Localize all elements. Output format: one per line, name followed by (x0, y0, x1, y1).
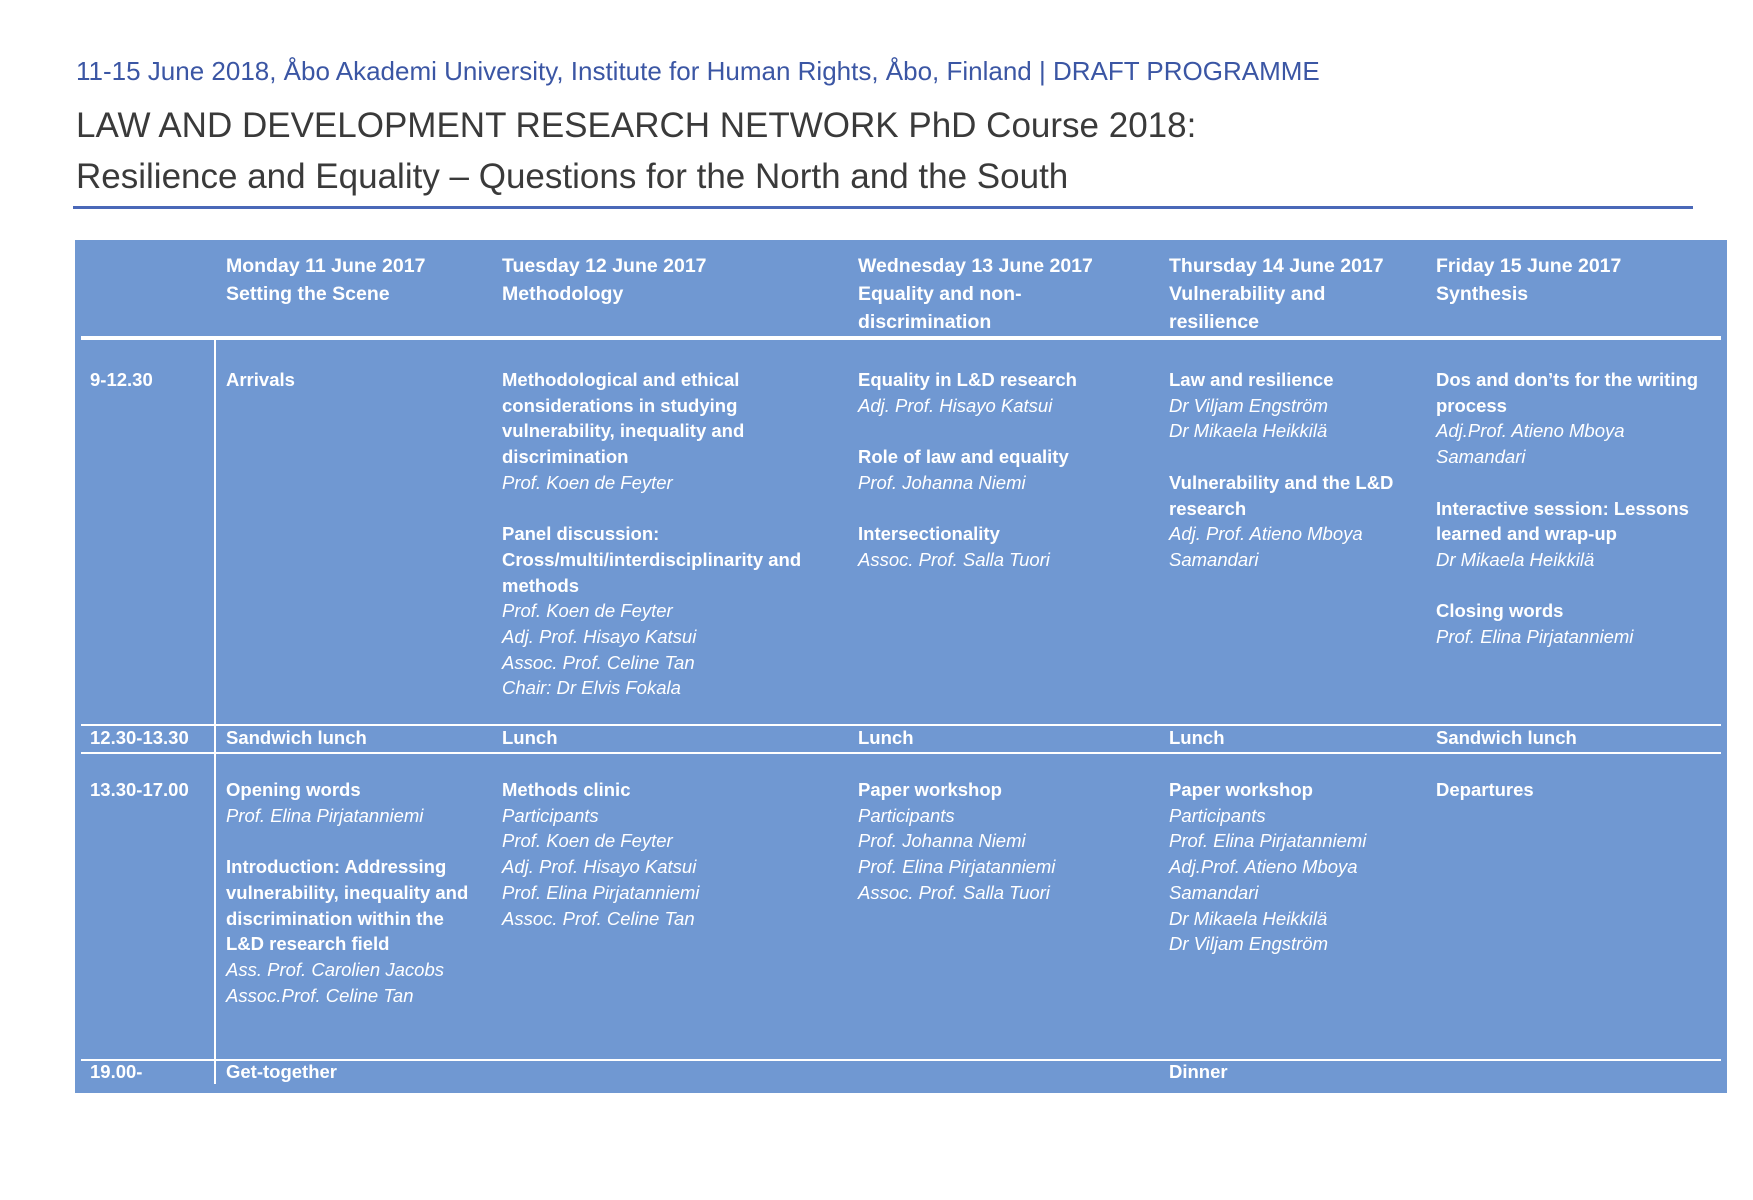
session-title: Sandwich lunch (1436, 727, 1577, 748)
session-speaker: Adj. Prof. Hisayo Katsui (502, 626, 697, 648)
session-speaker: Ass. Prof. Carolien Jacobs (226, 958, 444, 980)
session-speaker: Prof. Koen de Feyter (502, 471, 673, 493)
session-speaker: Adj. Prof. Hisayo Katsui (858, 394, 1053, 416)
time-slot-lunch: 12.30-13.30 (90, 727, 189, 748)
session-cell (858, 367, 1143, 573)
session-speaker: Adj.Prof. Atieno Mboya Samandari (1169, 856, 1358, 903)
session-speaker: Prof. Elina Pirjatanniemi (1169, 830, 1367, 852)
session-cell (1169, 367, 1409, 573)
session-cell (858, 777, 1143, 906)
day-theme: Synthesis (1436, 283, 1529, 305)
session-cell (502, 367, 832, 701)
day-header-monday (226, 252, 476, 308)
session-cell (502, 725, 832, 751)
session-cell (226, 777, 476, 1008)
session-speaker: Dr Mikaela Heikkilä (1169, 420, 1328, 442)
day-date: Monday 11 June 2017 (226, 255, 426, 277)
session-title: Dos and don’ts for the writing process (1436, 369, 1699, 416)
session-speaker: Participants (858, 804, 955, 826)
session-title: Opening words (226, 779, 361, 800)
session-speaker: Dr Viljam Engström (1169, 933, 1329, 955)
session-title: Intersectionality (858, 523, 1000, 545)
session-cell (1169, 777, 1409, 957)
session-cell (1169, 725, 1409, 751)
session-cell (858, 725, 1143, 751)
time-slot-morning: 9-12.30 (90, 369, 153, 390)
session-speaker: Participants (1169, 804, 1266, 826)
session-speaker: Prof. Elina Pirjatanniemi (226, 804, 424, 826)
session-title: Closing words (1436, 600, 1564, 622)
day-header-wednesday (858, 252, 1128, 336)
session-title: Paper workshop (858, 779, 1002, 800)
session-cell (1169, 1059, 1409, 1085)
session-cell (1436, 367, 1711, 650)
time-column-divider (214, 340, 216, 1084)
session-speaker: Prof. Johanna Niemi (858, 471, 1026, 493)
row-divider-2 (81, 752, 1721, 754)
session-title: Panel discussion: Cross/multi/interdisciplinarity and methods (502, 523, 802, 596)
session-title: Methodological and ethical considerations in studying vulnerability, inequality and discrimination (502, 369, 745, 468)
title-divider (73, 206, 1693, 209)
time-slot-afternoon: 13.30-17.00 (90, 779, 189, 800)
session-speaker: Prof. Elina Pirjatanniemi (858, 856, 1056, 878)
session-speaker: Prof. Elina Pirjatanniemi (502, 881, 700, 903)
session-speaker: Assoc. Prof. Salla Tuori (858, 548, 1050, 570)
session-speaker: Adj. Prof. Hisayo Katsui (502, 856, 697, 878)
day-header-tuesday (502, 252, 832, 308)
title-line-1: LAW AND DEVELOPMENT RESEARCH NETWORK PhD Course 2018: (76, 106, 1197, 145)
session-speaker: Dr Mikaela Heikkilä (1169, 907, 1328, 929)
day-header-friday (1436, 252, 1706, 308)
session-cell (226, 725, 476, 751)
header-divider (81, 336, 1721, 340)
session-title: Departures (1436, 779, 1534, 800)
time-slot-evening: 19.00- (90, 1061, 143, 1082)
session-speaker: Dr Viljam Engström (1169, 394, 1329, 416)
session-title: Get-together (226, 1061, 337, 1082)
title-line-2: Resilience and Equality – Questions for the North and the South (76, 157, 1069, 196)
session-title: Arrivals (226, 369, 295, 390)
session-speaker: Adj.Prof. Atieno Mboya Samandari (1436, 420, 1625, 468)
day-date: Friday 15 June 2017 (1436, 255, 1622, 277)
day-header-thursday (1169, 252, 1409, 336)
session-cell (1436, 725, 1711, 751)
session-cell (226, 367, 476, 393)
programme-title (76, 100, 1196, 202)
session-cell (502, 777, 832, 931)
day-date: Tuesday 12 June 2017 (502, 255, 707, 277)
programme-subtitle: 11-15 June 2018, Åbo Akademi University, Institute for Human Rights, Åbo, Finland | DRAFT PROGRAMME (76, 56, 1320, 86)
session-speaker: Assoc. Prof. Celine Tan (502, 907, 695, 929)
session-title: Introduction: Addressing vulnerability, inequality and discrimination within the L&D research field (226, 856, 469, 955)
session-title: Equality in L&D research (858, 369, 1077, 390)
session-title: Lunch (1169, 727, 1225, 748)
day-theme: Vulnerability and resilience (1169, 283, 1326, 333)
session-title: Law and resilience (1169, 369, 1334, 390)
session-title: Dinner (1169, 1061, 1228, 1082)
session-speaker: Prof. Koen de Feyter (502, 830, 673, 852)
session-title: Role of law and equality (858, 446, 1069, 468)
session-speaker: Prof. Koen de Feyter (502, 600, 673, 622)
day-date: Thursday 14 June 2017 (1169, 255, 1384, 277)
session-speaker: Assoc. Prof. Salla Tuori (858, 881, 1050, 903)
session-title: Paper workshop (1169, 779, 1313, 800)
session-speaker: Participants (502, 804, 599, 826)
session-speaker: Dr Mikaela Heikkilä (1436, 548, 1595, 570)
session-speaker: Adj. Prof. Atieno Mboya Samandari (1169, 523, 1363, 570)
session-cell (226, 1059, 476, 1085)
session-title: Lunch (502, 727, 558, 748)
day-date: Wednesday 13 June 2017 (858, 255, 1093, 277)
session-cell (1436, 777, 1711, 803)
session-speaker: Prof. Johanna Niemi (858, 830, 1026, 852)
session-speaker: Prof. Elina Pirjatanniemi (1436, 626, 1634, 647)
session-title: Interactive session: Lessons learned and wrap-up (1436, 497, 1689, 545)
day-theme: Methodology (502, 283, 624, 305)
session-speaker: Chair: Dr Elvis Fokala (502, 677, 681, 699)
session-title: Lunch (858, 727, 914, 748)
session-speaker: Assoc. Prof. Celine Tan (502, 651, 695, 673)
session-speaker: Assoc.Prof. Celine Tan (226, 984, 414, 1006)
session-title: Vulnerability and the L&D research (1169, 471, 1394, 519)
day-theme: Setting the Scene (226, 283, 390, 305)
session-title: Methods clinic (502, 779, 631, 800)
day-theme: Equality and non-discrimination (858, 283, 1022, 333)
session-title: Sandwich lunch (226, 727, 367, 748)
